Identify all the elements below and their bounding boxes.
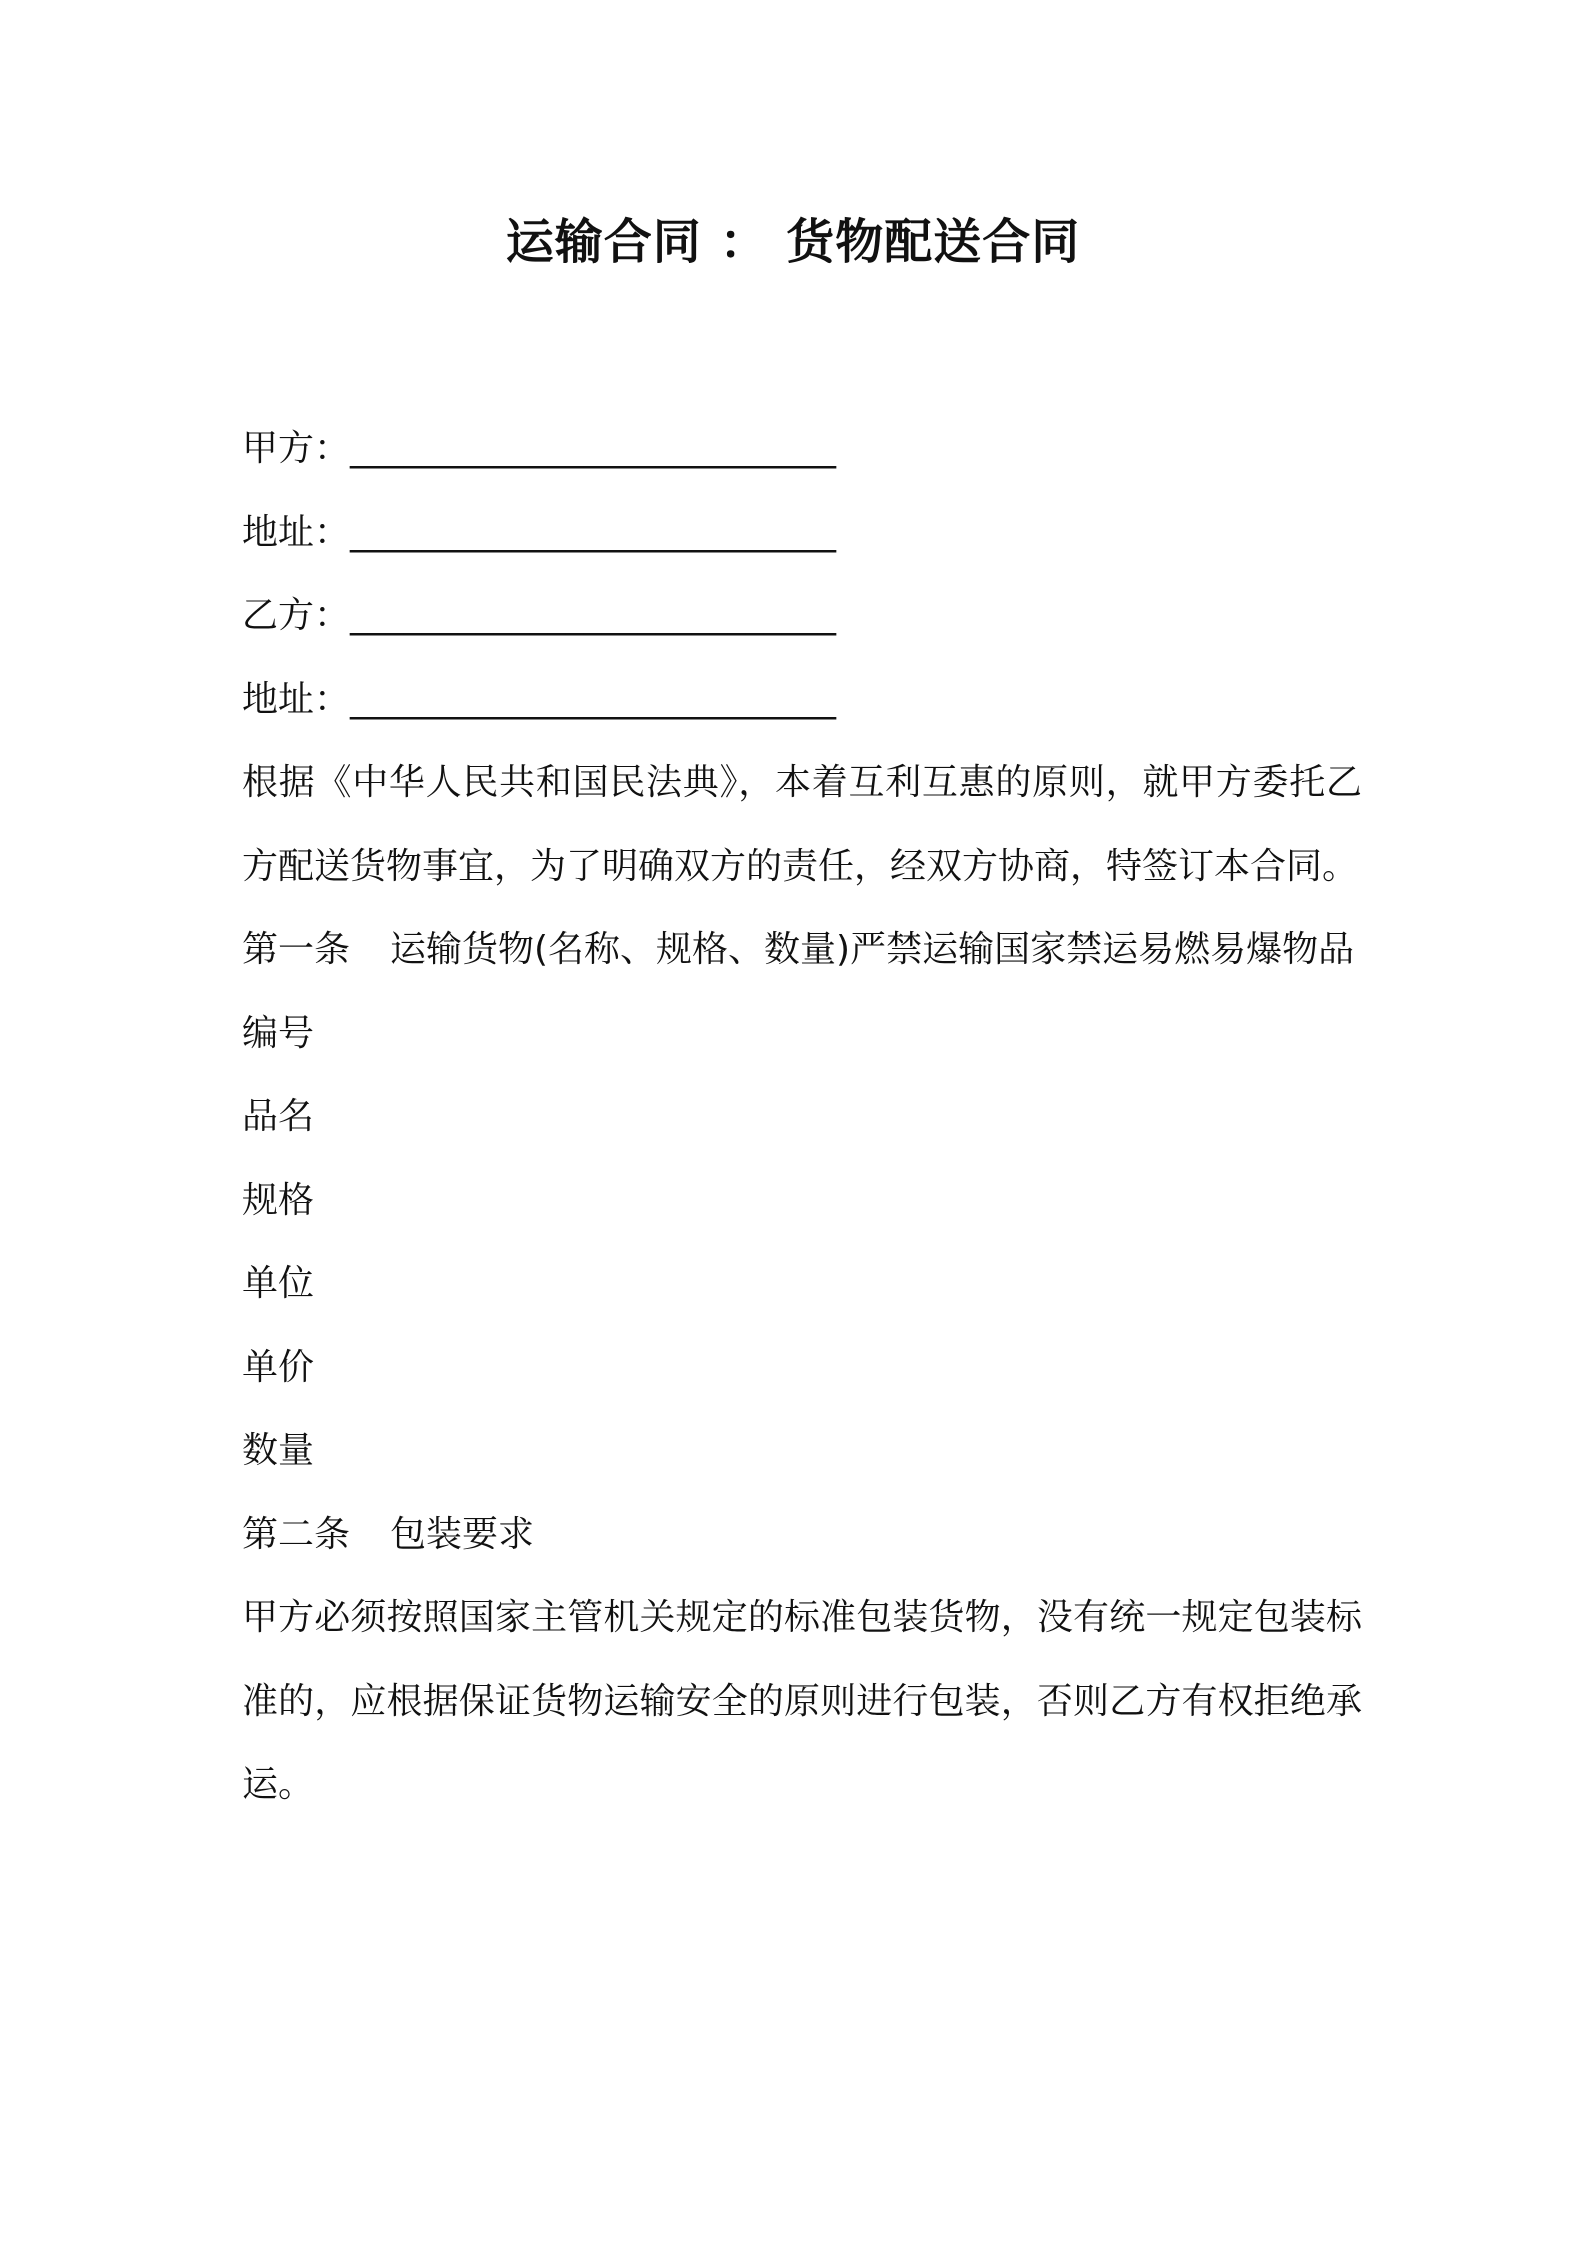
document-title: 运输合同 ： 货物配送合同 bbox=[505, 214, 1081, 270]
party-a-address-line bbox=[242, 491, 1362, 575]
party-a-address-label: 地址： bbox=[242, 511, 351, 553]
field-item: 数量 bbox=[242, 1430, 315, 1471]
article-2-number: 第二条 bbox=[242, 1513, 351, 1555]
field-item: 单位 bbox=[242, 1263, 315, 1304]
article-1-title: 运输货物(名称、规格、数量)严禁运输国家禁运易燃易爆物品 bbox=[390, 929, 1355, 970]
party-a-line bbox=[242, 407, 1362, 491]
field-item: 单价 bbox=[242, 1346, 315, 1388]
party-a-blank: ___________________________ bbox=[350, 428, 837, 469]
document-body bbox=[242, 407, 1362, 1827]
party-b-address-line bbox=[242, 658, 1362, 742]
field-item: 品名 bbox=[242, 1096, 315, 1137]
party-b-label: 乙方： bbox=[242, 595, 351, 636]
party-a-label: 甲方： bbox=[242, 428, 351, 469]
party-a-address-blank: ___________________________ bbox=[350, 511, 837, 553]
article-1-heading bbox=[242, 908, 1362, 992]
article-2-heading bbox=[242, 1493, 1362, 1577]
party-b-line bbox=[242, 574, 1362, 658]
party-b-address-label: 地址： bbox=[242, 678, 351, 720]
preamble-paragraph: 根据《中华人民共和国民法典》，本着互利互惠的原则，就甲方委托乙方配送货物事宜，为了明确双方的责任，经双方协商，特签订本合同。 bbox=[242, 762, 1362, 887]
article-2-title: 包装要求 bbox=[390, 1513, 535, 1555]
party-b-blank: ___________________________ bbox=[350, 595, 837, 636]
field-item: 规格 bbox=[242, 1179, 315, 1221]
field-item: 编号 bbox=[242, 1012, 315, 1054]
article-1-number: 第一条 bbox=[242, 929, 351, 970]
party-b-address-blank: ___________________________ bbox=[350, 678, 837, 720]
article-2-paragraph: 甲方必须按照国家主管机关规定的标准包装货物，没有统一规定包装标准的，应根据保证货物运输安全的原则进行包装，否则乙方有权拒绝承运。 bbox=[242, 1597, 1362, 1805]
